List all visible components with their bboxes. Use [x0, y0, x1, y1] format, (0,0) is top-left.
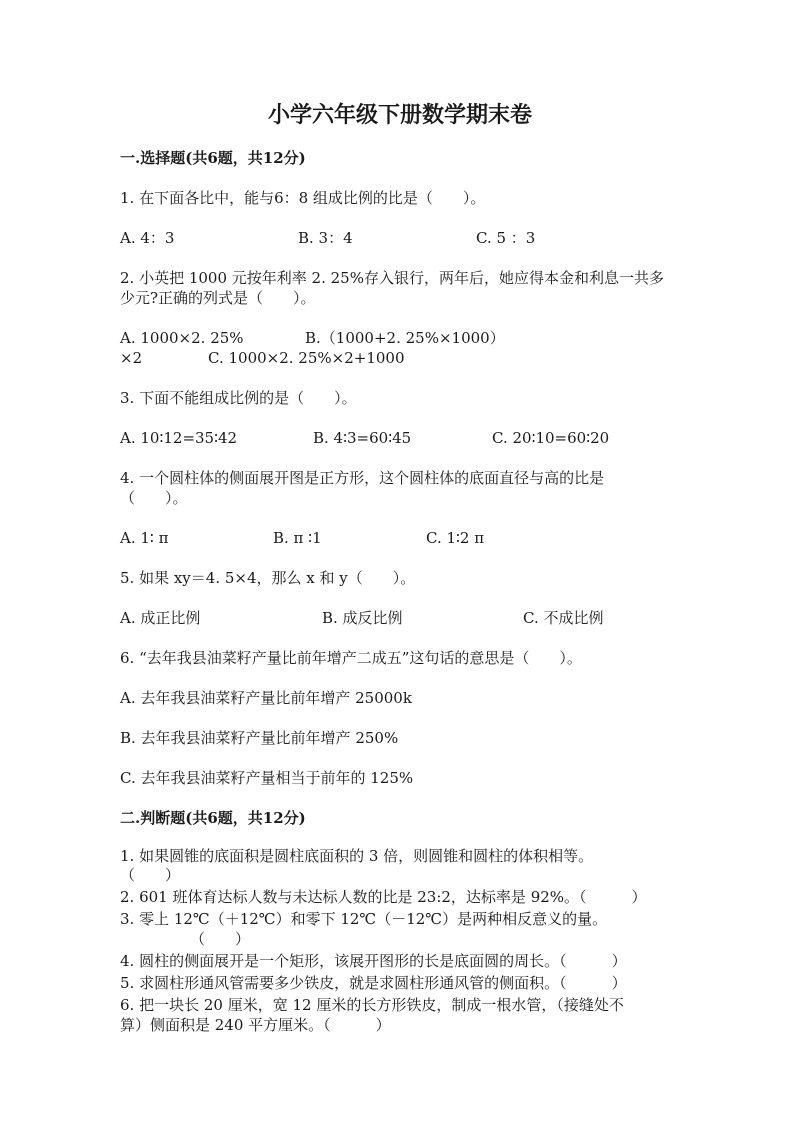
question-3-stem: 3. 下面不能组成比例的是（ ）。: [120, 389, 357, 407]
question-2-option-b-continued: ×2: [120, 349, 143, 367]
judge-item-6-line2: 算）侧面积是 240 平方厘米。（ ）: [120, 1016, 391, 1034]
question-3-option-b: B. 4∶3=60∶45: [313, 429, 412, 447]
question-3-option-a: A. 10∶12=35∶42: [120, 429, 238, 447]
question-2-option-a: A. 1000×2. 25%: [120, 329, 244, 347]
question-2-option-c: C. 1000×2. 25%×2+1000: [208, 349, 405, 367]
question-4-option-b: B. π ∶1: [273, 529, 322, 547]
question-1-option-b: B. 3：4: [298, 229, 353, 247]
judge-item-2-line1: 2. 601 班体育达标人数与未达标人数的比是 23:2，达标率是 92%。（ ）: [120, 888, 647, 906]
question-4-stem-line1: 4. 一个圆柱体的侧面展开图是正方形，这个圆柱体的底面直径与高的比是: [120, 469, 605, 487]
question-1-stem: 1. 在下面各比中，能与6：8 组成比例的比是（ ）。: [120, 189, 486, 207]
question-3-option-c: C. 20∶10=60∶20: [492, 429, 610, 447]
question-2-stem-line2: 少元?正确的列式是（ ）。: [120, 289, 316, 307]
judge-item-3-line1: 3. 零上 12℃（＋12℃）和零下 12℃（－12℃）是两种相反意义的量。: [120, 910, 608, 928]
question-4-stem-line2: （ ）。: [120, 489, 188, 507]
question-6-option-b: B. 去年我县油菜籽产量比前年增产 250%: [120, 729, 399, 747]
question-5-stem: 5. 如果 xy＝4. 5×4，那么 x 和 y（ ）。: [120, 569, 416, 587]
question-1-option-c: C. 5 ：3: [476, 229, 536, 247]
judge-item-5-line1: 5. 求圆柱形通风管需要多少铁皮，就是求圆柱形通风管的侧面积。（ ）: [120, 974, 627, 992]
question-5-option-c: C. 不成比例: [523, 609, 604, 627]
question-5-option-b: B. 成反比例: [322, 609, 403, 627]
question-1-option-a: A. 4：3: [120, 229, 175, 247]
section-heading-true-false: 二.判断题(共6题，共12分): [120, 809, 306, 827]
question-6-stem: 6. “去年我县油菜籽产量比前年增产二成五”这句话的意思是（ ）。: [120, 649, 582, 667]
judge-item-6-line1: 6. 把一块长 20 厘米，宽 12 厘米的长方形铁皮，制成一根水管，（接缝处不: [120, 996, 624, 1014]
question-4-option-a: A. 1∶ π: [120, 529, 169, 547]
question-2-stem-line1: 2. 小英把 1000 元按年利率 2. 25%存入银行，两年后，她应得本金和利息一共多: [120, 269, 664, 287]
judge-item-3-line2: （ ）: [190, 930, 251, 948]
judge-item-1-line2: （ ）: [120, 866, 181, 884]
section-heading-choice: 一.选择题(共6题，共12分): [120, 149, 306, 167]
question-2-option-b: B.（1000+2. 25%×1000）: [305, 329, 505, 347]
question-4-option-c: C. 1∶2 π: [426, 529, 485, 547]
judge-item-4-line1: 4. 圆柱的侧面展开是一个矩形，该展开图形的长是底面圆的周长。（ ）: [120, 952, 627, 970]
judge-item-1-line1: 1. 如果圆锥的底面积是圆柱底面积的 3 倍，则圆锥和圆柱的体积相等。: [120, 847, 594, 865]
page-title: 小学六年级下册数学期末卷: [267, 102, 532, 128]
question-5-option-a: A. 成正比例: [120, 609, 201, 627]
question-6-option-c: C. 去年我县油菜籽产量相当于前年的 125%: [120, 769, 414, 787]
question-6-option-a: A. 去年我县油菜籽产量比前年增产 25000k: [120, 689, 412, 707]
